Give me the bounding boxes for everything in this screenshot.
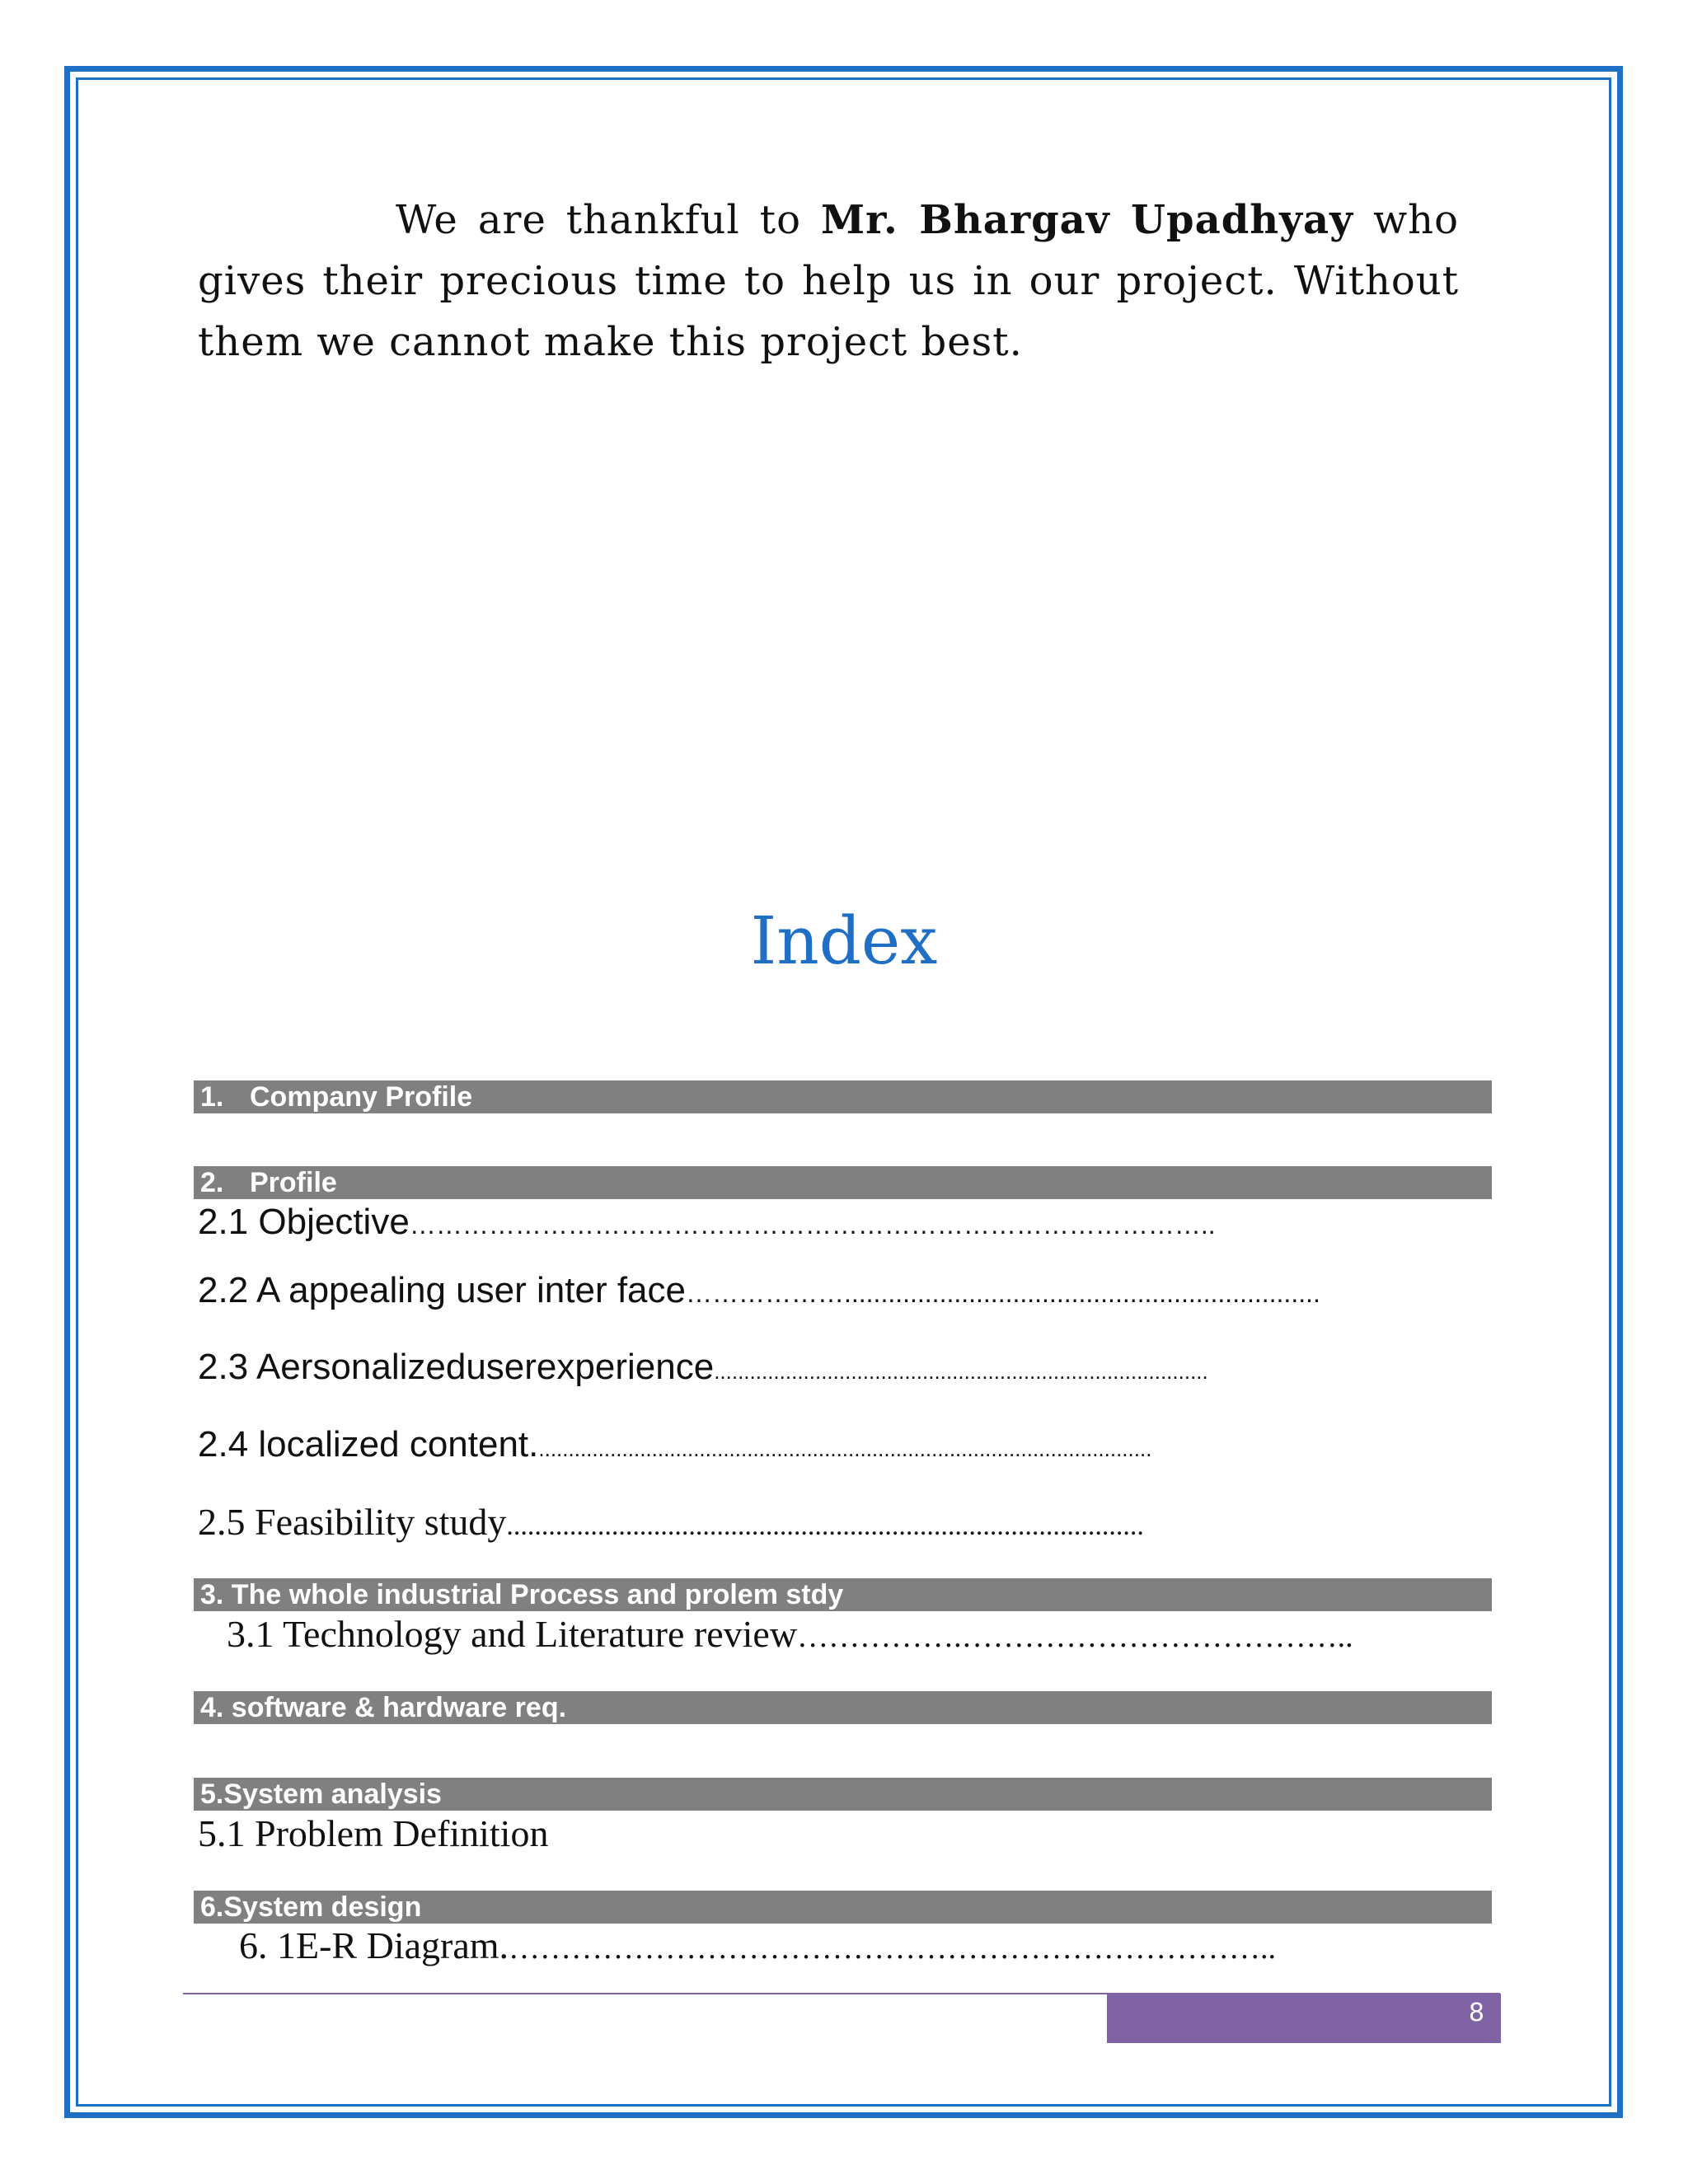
entry-leader: ……………………………………………………………….. <box>509 1931 1277 1966</box>
section-bar-industrial-process <box>194 1578 1492 1611</box>
index-entry-problem-definition <box>198 1811 548 1855</box>
index-entry-localized-content <box>198 1424 1151 1465</box>
entry-label: 2.2 A appealing user inter face <box>198 1270 686 1310</box>
index-entry-objective <box>198 1202 1216 1243</box>
entry-leader: ……………………………………………………………………………….. <box>409 1210 1216 1240</box>
section-title: 3. The whole industrial Process and prolem stdy <box>200 1579 844 1610</box>
page-number-box <box>1107 1994 1501 2043</box>
section-title: 4. software & hardware req. <box>200 1692 567 1723</box>
entry-leader: …………….……………………………….. <box>797 1619 1353 1654</box>
entry-label: 3.1 Technology and Literature review <box>227 1613 798 1655</box>
section-bar-company-profile <box>194 1080 1492 1113</box>
acknowledgement-paragraph <box>198 190 1459 373</box>
ack-suffix: who gives their precious time to help us in our project. Without them we cannot make this project best. <box>198 197 1459 365</box>
section-title: 5.System analysis <box>200 1779 442 1810</box>
section-number: 2. <box>200 1167 224 1198</box>
section-bar-system-analysis <box>194 1778 1492 1811</box>
section-title: 6.System design <box>200 1891 422 1923</box>
guide-name: Mr. Bhargav Upadhyay <box>821 197 1354 243</box>
section-bar-system-design <box>194 1891 1492 1924</box>
index-entry-user-interface <box>198 1270 1320 1311</box>
entry-label: 2.5 Feasibility study <box>198 1501 507 1543</box>
section-title: Company Profile <box>250 1081 473 1113</box>
section-bar-software-hardware <box>194 1691 1492 1724</box>
section-number: 1. <box>200 1081 224 1113</box>
section-title: Profile <box>250 1167 337 1198</box>
index-title: Index <box>750 902 938 979</box>
section-bar-profile <box>194 1166 1492 1199</box>
index-entry-technology-review <box>227 1612 1353 1656</box>
entry-leader: ........................................................................................... <box>506 1511 1144 1541</box>
entry-leader: ………………................................................................. <box>685 1278 1320 1308</box>
entry-label: 2.1 Objective <box>198 1202 410 1242</box>
index-entry-er-diagram <box>239 1924 1276 1967</box>
ack-prefix: We are thankful to <box>396 197 822 243</box>
index-entry-feasibility-study <box>198 1500 1144 1544</box>
entry-label: 5.1 Problem Definition <box>198 1812 549 1854</box>
entry-label: 2.4 localized content. <box>198 1424 539 1465</box>
entry-label: 2.3 Aersonalizeduserexperience <box>198 1347 715 1387</box>
index-entry-personalized-experience <box>198 1347 1208 1388</box>
entry-leader: ................................................................................... <box>714 1359 1208 1384</box>
entry-leader: ....................................................................................................... <box>538 1436 1152 1461</box>
entry-label: 6. 1E-R Diagram. <box>239 1924 509 1966</box>
page-number: 8 <box>1468 1999 1484 2027</box>
